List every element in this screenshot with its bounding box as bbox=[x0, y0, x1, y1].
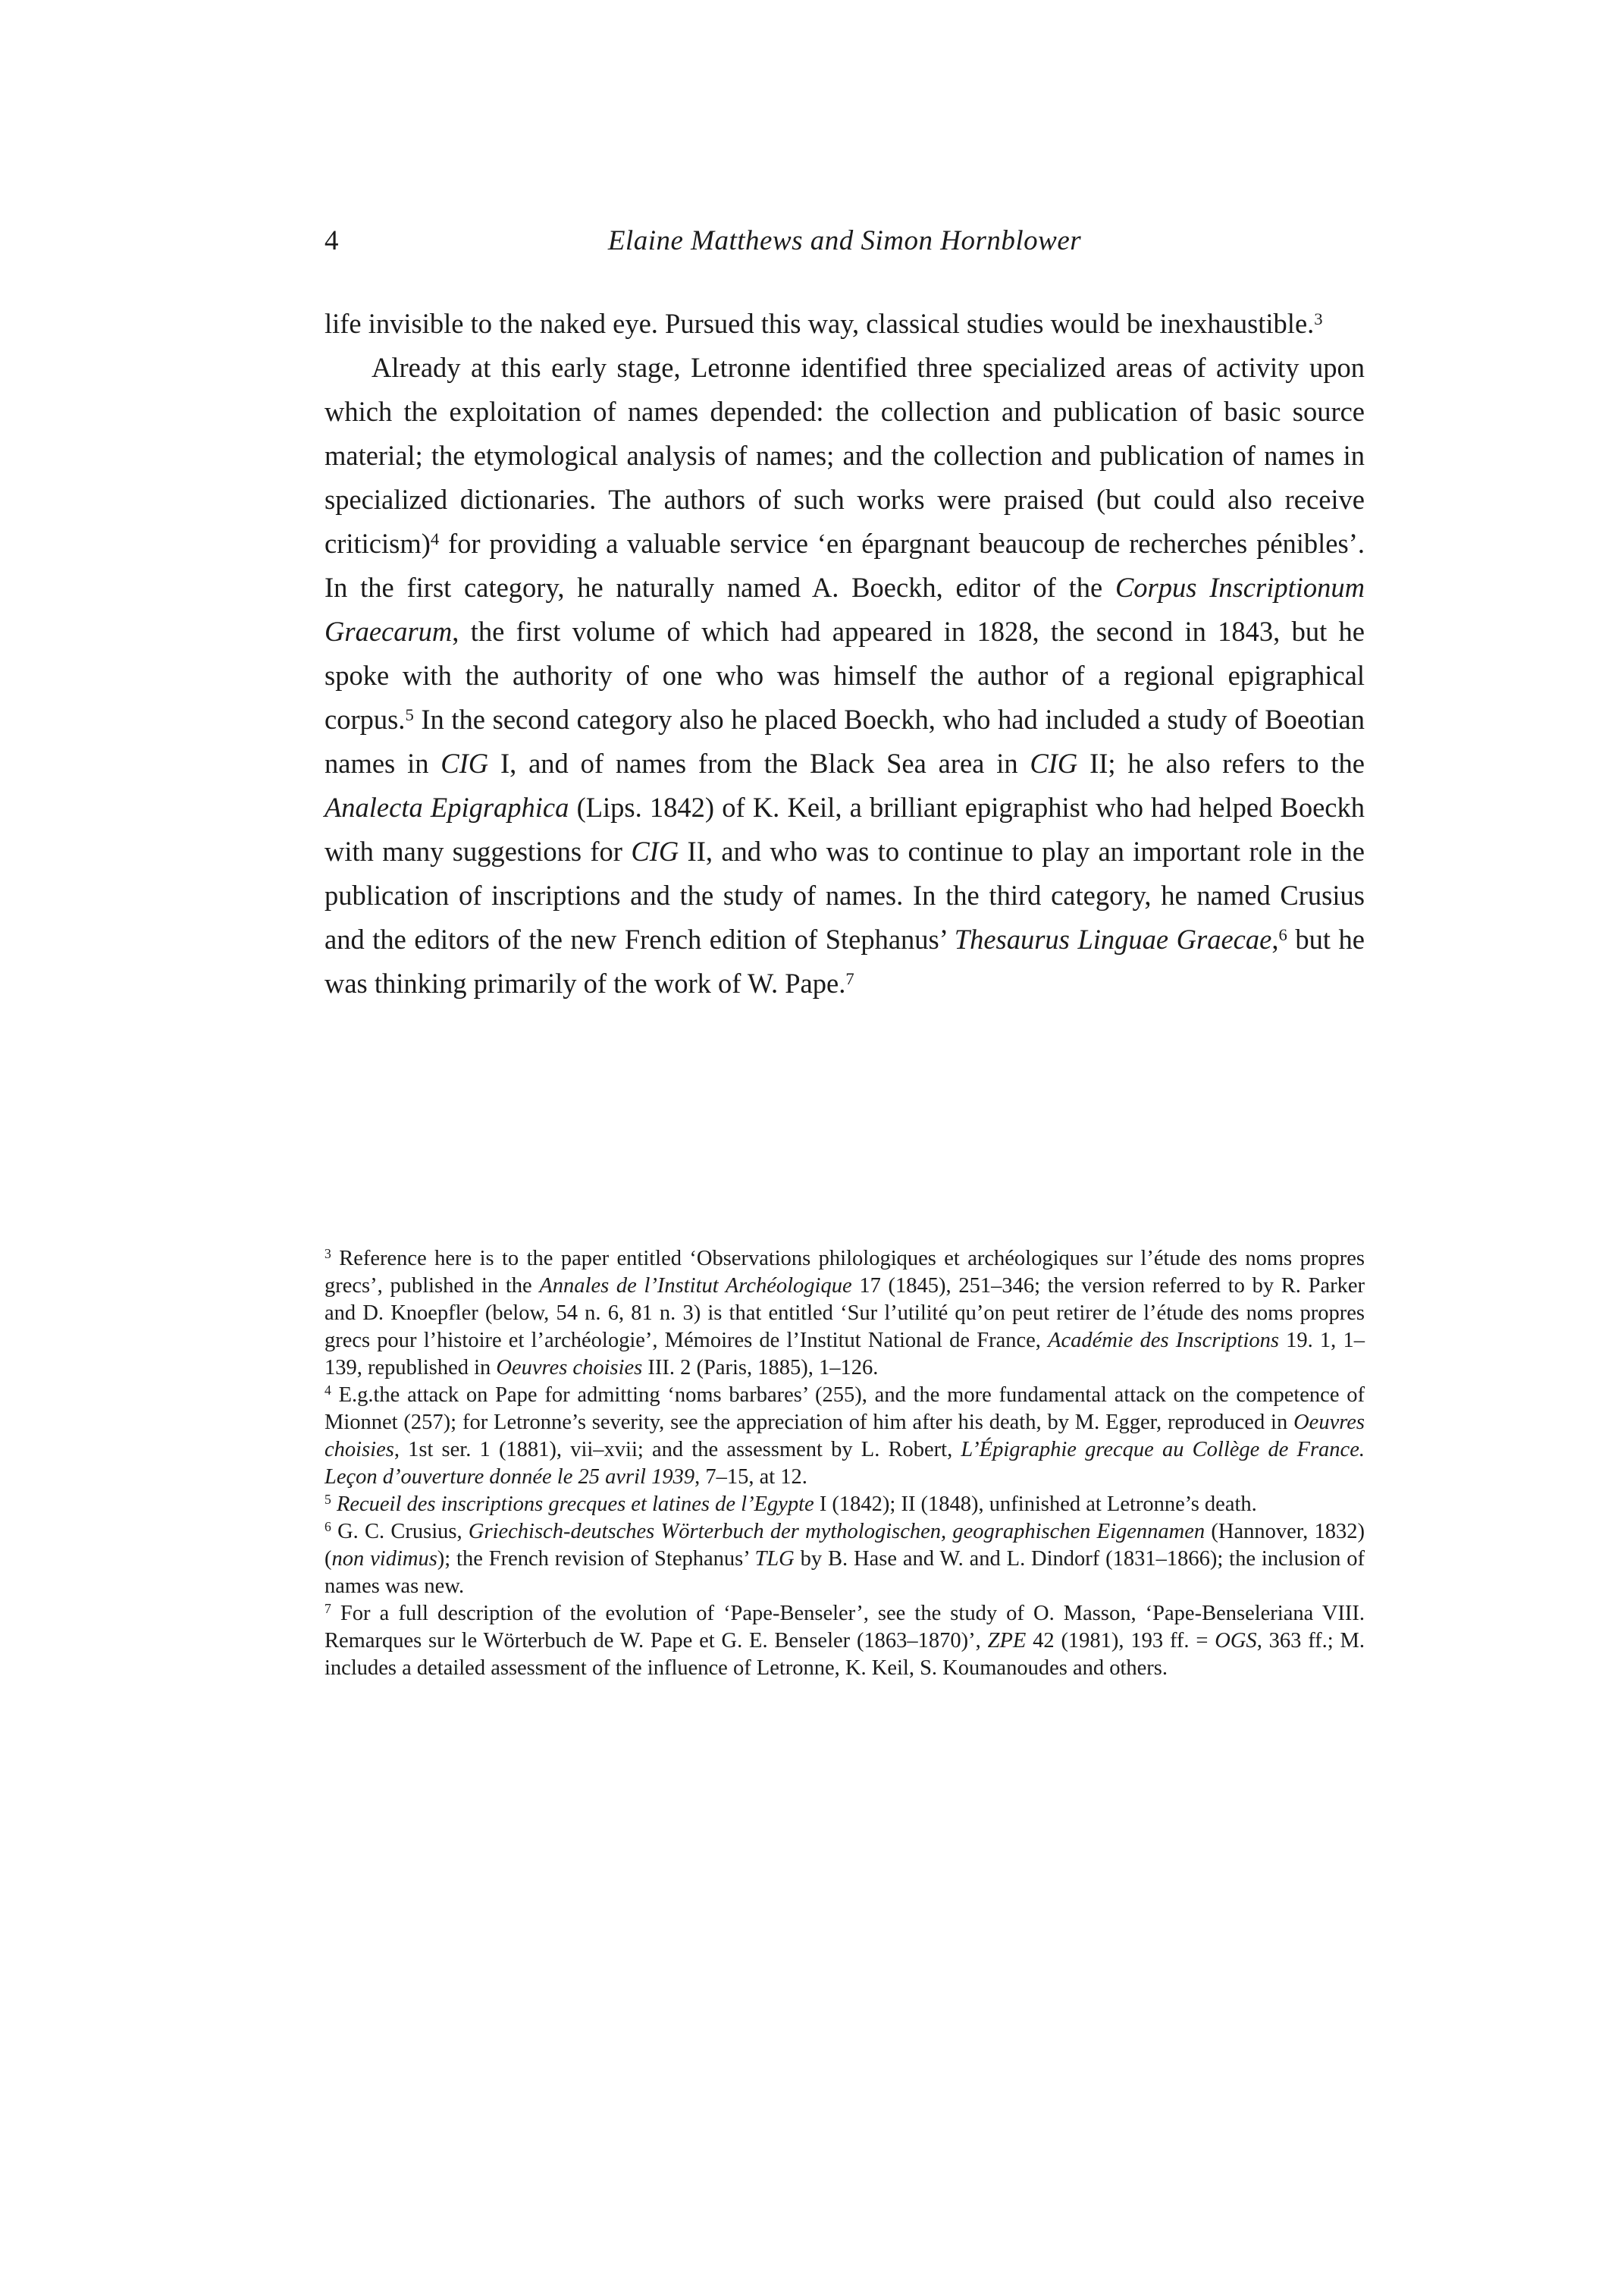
text-run: III. 2 (Paris, 1885), 1–126. bbox=[642, 1356, 879, 1379]
italic-text: CIG bbox=[631, 836, 679, 867]
text-run: , 7–15, at 12. bbox=[694, 1465, 807, 1489]
page-number: 4 bbox=[324, 225, 339, 256]
footnote bbox=[324, 1491, 1365, 1518]
italic-text: Annales de l’Institut Archéologique bbox=[539, 1274, 852, 1298]
italic-text: Corpus Inscriptionum Graecarum bbox=[324, 572, 1365, 647]
footnote-ref: 5 bbox=[405, 705, 414, 724]
footnote-ref: 6 bbox=[324, 1519, 331, 1535]
footnote-ref: 4 bbox=[430, 529, 440, 548]
footnote bbox=[324, 1518, 1365, 1600]
text-run: For a full description of the evolution of ‘Pape-Benseler’, see the study of O. Masson, ‘Pape-Benseleriana VIII. Remarques sur le Wörterbuch de W. Pape et G. E. Benseler (1863–1870)’, bbox=[324, 1602, 1365, 1653]
italic-text: CIG bbox=[440, 748, 489, 779]
footnote-ref: 3 bbox=[1314, 309, 1323, 328]
text-run: ); the French revision of Stephanus’ bbox=[437, 1547, 755, 1571]
italic-text: Thesaurus Linguae Graecae bbox=[954, 924, 1272, 955]
text-run: life invisible to the naked eye. Pursued this way, classical studies would be inexhaustible. bbox=[324, 308, 1315, 339]
body-paragraph bbox=[324, 302, 1365, 346]
italic-text: TLG bbox=[754, 1547, 795, 1571]
italic-text: L’Épigraphie grecque au Collège de France. Leçon d’ouverture donnée le 25 avril 1939 bbox=[324, 1438, 1365, 1489]
text-run: Reference here is to the paper entitled ‘Observations philologiques et archéologiques sur l’étude des noms propres grecs’, published in the bbox=[324, 1247, 1365, 1298]
text-run: , bbox=[1271, 924, 1279, 955]
italic-text: Académie des Inscriptions bbox=[1048, 1329, 1279, 1352]
text-run bbox=[331, 1492, 337, 1516]
footnote-ref: 3 bbox=[324, 1246, 331, 1262]
text-run: 42 (1981), 193 ff. = bbox=[1026, 1629, 1215, 1653]
italic-text: Oeuvres choisies bbox=[324, 1411, 1365, 1461]
text-run: II; he also refers to the bbox=[1077, 748, 1365, 779]
footnote-ref: 6 bbox=[1278, 924, 1287, 944]
text-run: Already at this early stage, Letronne identified three specialized areas of activity upon which the exploitation of names depended: the collection and publication of basic source material; the etymological analysis of names; and the collection and publication of names in specialized dictionaries. The authors of such works were praised (but could also receive criticism) bbox=[324, 352, 1365, 559]
footnote bbox=[324, 1382, 1365, 1491]
text-run: II, and who was to continue to play an important role in the publication of inscriptions and the study of names. In the third category, he named Crusius and the editors of the new French edition of Stephanus’ bbox=[324, 836, 1365, 955]
footnote-ref: 7 bbox=[845, 968, 854, 988]
text-run: 19. 1, 1–139, republished in bbox=[324, 1329, 1365, 1379]
footnote bbox=[324, 1245, 1365, 1382]
text-run: (Lips. 1842) of K. Keil, a brilliant epigraphist who had helped Boeckh with many suggestions for bbox=[324, 792, 1365, 867]
footnote bbox=[324, 1600, 1365, 1682]
text-run: 17 (1845), 251–346; the version referred to by R. Parker and D. Knoepfler (below, 54 n. 6, 81 n. 3) is that entitled ‘Sur l’utilité qu’on peut retirer de l’étude des noms propres grecs pour l’histoire et l’archéologie’, Mémoires de l’Institut National de France, bbox=[324, 1274, 1365, 1352]
text-run: G. C. Crusius, bbox=[331, 1520, 469, 1543]
italic-text: CIG bbox=[1030, 748, 1078, 779]
italic-text: Analecta Epigraphica bbox=[324, 792, 569, 823]
text-run: , 1st ser. 1 (1881), vii–xvii; and the assessment by L. Robert, bbox=[393, 1438, 961, 1461]
footnote-ref: 7 bbox=[324, 1601, 331, 1617]
italic-text: Griechisch-deutsches Wörterbuch der mythologischen, geographischen Eigennamen bbox=[468, 1520, 1205, 1543]
italic-text: Recueil des inscriptions grecques et latines de l’Egypte bbox=[336, 1492, 814, 1516]
text-run: I, and of names from the Black Sea area in bbox=[488, 748, 1030, 779]
text-run: but he was thinking primarily of the work of W. Pape. bbox=[324, 924, 1365, 999]
text-run: by B. Hase and W. and L. Dindorf (1831–1866); the inclusion of names was new. bbox=[324, 1547, 1365, 1598]
italic-text: Oeuvres choisies bbox=[496, 1356, 643, 1379]
text-run: for providing a valuable service ‘en épargnant beaucoup de recherches pénibles’. In the first category, he naturally named A. Boeckh, editor of the bbox=[324, 528, 1365, 603]
text-run: I (1842); II (1848), unfinished at Letronne’s death. bbox=[814, 1492, 1257, 1516]
footnotes-section bbox=[324, 1245, 1365, 1682]
running-head: Elaine Matthews and Simon Hornblower bbox=[607, 225, 1082, 256]
text-run: E.g.the attack on Pape for admitting ‘noms barbares’ (255), and the more fundamental attack on the competence of Mionnet (257); for Letronne’s severity, see the appreciation of him after his death, by M. Egger, reproduced in bbox=[324, 1383, 1365, 1434]
text-run: In the second category also he placed Boeckh, who had included a study of Boeotian names in bbox=[324, 704, 1365, 779]
page-header bbox=[324, 224, 1365, 258]
footnote-ref: 5 bbox=[324, 1492, 331, 1508]
body-paragraph bbox=[324, 346, 1365, 1006]
text-run: , 363 ff.; M. includes a detailed assessment of the influence of Letronne, K. Keil, S. Koumanoudes and others. bbox=[324, 1629, 1365, 1680]
main-text bbox=[324, 302, 1365, 1006]
footnote-ref: 4 bbox=[324, 1383, 331, 1398]
text-run: , the first volume of which had appeared in 1828, the second in 1843, but he spoke with the authority of one who was himself the author of a regional epigraphical corpus. bbox=[324, 616, 1365, 735]
italic-text: OGS bbox=[1215, 1629, 1257, 1653]
italic-text: non vidimus bbox=[331, 1547, 437, 1571]
italic-text: ZPE bbox=[987, 1629, 1027, 1653]
text-run: (Hannover, 1832) ( bbox=[324, 1520, 1365, 1571]
